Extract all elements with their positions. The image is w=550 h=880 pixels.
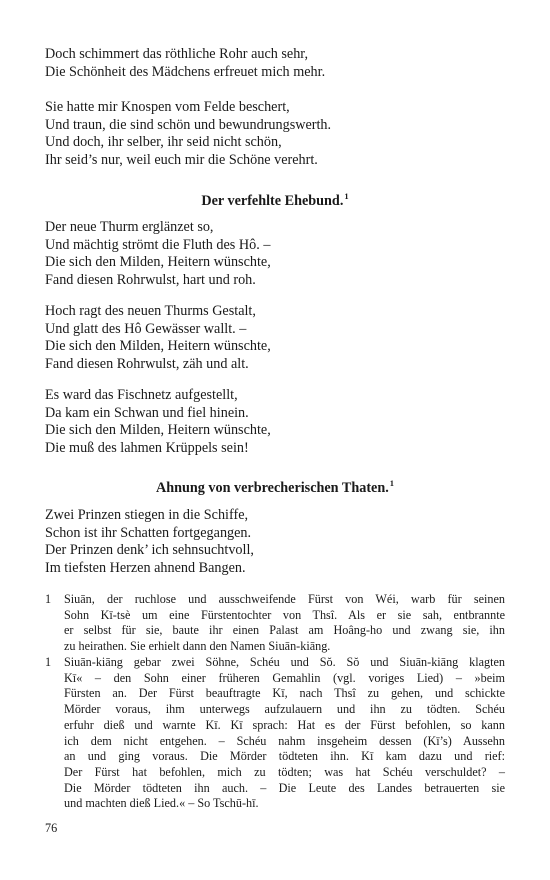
stanza xyxy=(45,219,505,289)
stanza xyxy=(45,387,505,457)
verse-line: Fand diesen Rohrwulst, zäh und alt. xyxy=(45,355,249,372)
verse-line: Die muß des lahmen Krüppels sein! xyxy=(45,439,249,456)
footnote-line: er selbst für sie, baute ihr einen Palast am Hoâng-ho und zwang sie, ihn xyxy=(64,623,505,638)
footnote-line: Die Mörder tödteten ihn auch. – Die Leute des Landes betrauerten sie xyxy=(64,780,505,795)
footnote-line: Siuān-kiāng gebar zwei Söhne, Schéu und Sŏ. Sŏ und Siuān-kiāng klagten xyxy=(64,655,505,669)
stanza xyxy=(45,507,505,577)
verse-line: Da kam ein Schwan und fiel hinein. xyxy=(45,404,249,421)
footnote-number: 1 xyxy=(45,592,52,606)
footnote-mark: 1 xyxy=(344,191,349,202)
poem-title xyxy=(0,192,550,210)
verse-line: Fand diesen Rohrwulst, hart und roh. xyxy=(45,271,256,288)
footnote-mark: 1 xyxy=(389,478,395,489)
verse-line: Der neue Thurm erglänzet so, xyxy=(45,219,214,235)
page-number: 76 xyxy=(45,821,58,835)
verse-line: Doch schimmert das röthliche Rohr auch sehr, xyxy=(45,46,309,62)
footnote-line: Siuān, der ruchlose und ausschweifende Fürst von Wéi, warb für seinen xyxy=(64,592,505,606)
verse-line: Die Schönheit des Mädchens erfreuet mich mehr. xyxy=(45,63,326,80)
verse-line: Die sich den Milden, Heitern wünschte, xyxy=(45,338,271,355)
footnote-line: ich dem nicht entgehen. – Schéu nahm insgeheim dessen (Kī’s) Aussehn xyxy=(64,733,505,748)
verse-line: Zwei Prinzen stiegen in die Schiffe, xyxy=(45,507,249,523)
verse-line: Es ward das Fischnetz aufgestellt, xyxy=(45,387,238,403)
poem-title-text: Ahnung von verbrecherischen Thaten. xyxy=(155,480,389,496)
footnote-line: Kī« – den Sohn einer früheren Gemahlin (vgl. voriges Lied) – »beim xyxy=(64,670,505,685)
poem-title xyxy=(0,479,550,497)
footnote-line: Sohn Kī-tsè um eine Fürstentochter von Thsî. Als er sie sah, entbrannte xyxy=(64,607,505,622)
verse-line: Die sich den Milden, Heitern wünschte, xyxy=(45,254,271,271)
verse-line: Der Prinzen denk’ ich sehnsuchtvoll, xyxy=(45,542,254,559)
footnote-number: 1 xyxy=(45,655,52,669)
verse-line: Im tiefsten Herzen ahnend Bangen. xyxy=(45,559,246,576)
poem-title-text: Der verfehlte Ehebund. xyxy=(201,193,344,209)
footnote-text xyxy=(64,592,505,655)
footnote-line: Der Fürst hat befohlen, mich zu tödten; was hat Schéu verschuldet? – xyxy=(64,764,505,779)
stanza-top-1 xyxy=(45,46,505,81)
footnote-line: an und ging voraus. Die Mörder tödteten ihn. Kī kam dazu und rief: xyxy=(64,749,505,764)
stanza-top-2 xyxy=(45,99,505,169)
verse-line: Hoch ragt des neuen Thurms Gestalt, xyxy=(45,303,256,319)
footnote-line: Mörder voraus, ihm unterwegs aufzulauern und ihn zu tödten. Schéu xyxy=(64,702,505,717)
verse-line: Die sich den Milden, Heitern wünschte, xyxy=(45,422,271,439)
footnote-line: Fürsten an. Der Fürst beauftragte Kī, nach Thsî zu gehen, und schickte xyxy=(64,686,505,701)
verse-line: Und mächtig strömt die Fluth des Hô. – xyxy=(45,236,271,253)
stanza xyxy=(45,303,505,373)
footnote-line: zu heirathen. Sie erhielt dann den Namen Siuān-kiāng. xyxy=(64,639,331,654)
footnote-line: und machten dieß Lied.« – So Tschū-hī. xyxy=(64,796,259,811)
verse-line: Ihr seid’s nur, weil euch mir die Schöne verehrt. xyxy=(45,151,318,168)
verse-line: Und doch, ihr selber, ihr seid nicht schön, xyxy=(45,134,282,151)
footnote-line: erfuhr dieß und warnte Kī. Kī sprach: Hat es der Fürst befohlen, so kann xyxy=(64,717,505,732)
verse-line: Schon ist ihr Schatten fortgegangen. xyxy=(45,524,252,541)
footnote-text xyxy=(64,655,505,812)
verse-line: Und glatt des Hô Gewässer wallt. – xyxy=(45,320,247,337)
verse-line: Und traun, die sind schön und bewundrungswerth. xyxy=(45,116,332,133)
verse-line: Sie hatte mir Knospen vom Felde beschert, xyxy=(45,99,290,115)
